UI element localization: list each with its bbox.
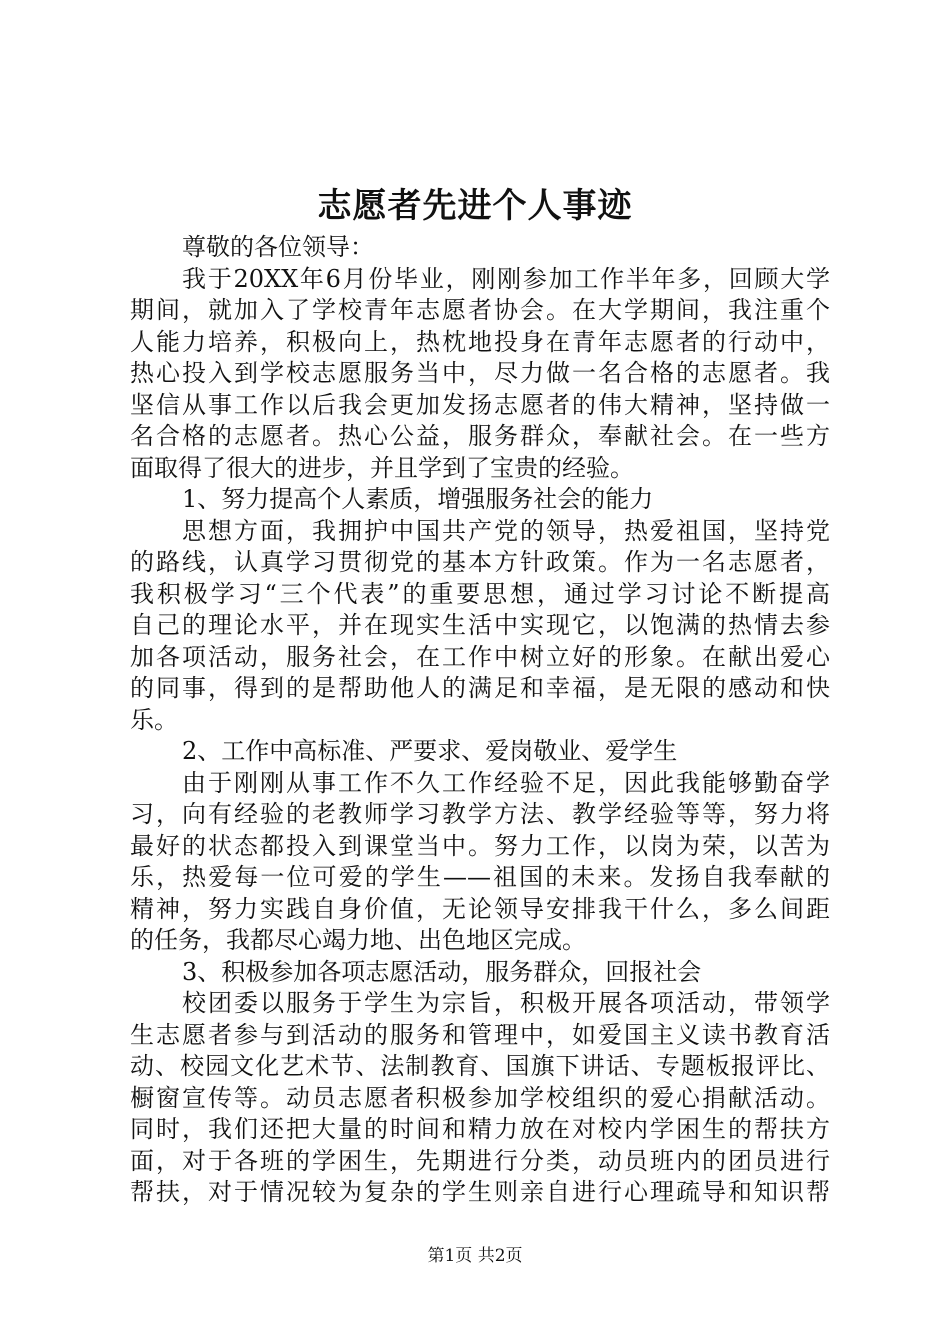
paragraph-line: 最好的状态都投入到课堂当中。努力工作，以岗为荣，以苦为 xyxy=(130,831,830,860)
paragraph-line: 由于刚刚从事工作不久工作经验不足，因此我能够勤奋学 xyxy=(182,768,830,797)
paragraph-line: 加各项活动，服务社会，在工作中树立好的形象。在献出爱心 xyxy=(130,642,830,671)
paragraph-line: 的同事，得到的是帮助他人的满足和幸福，是无限的感动和快 xyxy=(130,674,830,702)
paragraph-line: 同时，我们还把大量的时间和精力放在对校内学困生的帮扶方 xyxy=(130,1115,830,1143)
paragraph-line: 热心投入到学校志愿服务当中，尽力做一名合格的志愿者。我 xyxy=(130,359,830,387)
paragraph-line: 我积极学习“三个代表”的重要思想，通过学习讨论不断提高 xyxy=(130,579,830,608)
paragraph-line: 帮扶，对于情况较为复杂的学生则亲自进行心理疏导和知识帮 xyxy=(130,1178,830,1206)
document-body xyxy=(130,232,830,1209)
paragraph-line: 校团委以服务于学生为宗旨，积极开展各项活动，带领学 xyxy=(182,989,830,1017)
paragraph-line: 思想方面，我拥护中国共产党的领导，热爱祖国，坚持党 xyxy=(182,516,830,545)
paragraph-line: 期间，就加入了学校青年志愿者协会。在大学期间，我注重个 xyxy=(130,296,830,324)
paragraph-line: 的路线，认真学习贯彻党的基本方针政策。作为一名志愿者， xyxy=(130,548,830,576)
paragraph-line: 坚信从事工作以后我会更加发扬志愿者的伟大精神，坚持做一 xyxy=(130,390,830,419)
paragraph-line: 乐。 xyxy=(130,705,178,734)
paragraph-line: 习，向有经验的老教师学习教学方法、教学经验等等，努力将 xyxy=(130,800,830,828)
paragraph-line: 的任务，我都尽心竭力地、出色地区完成。 xyxy=(130,926,586,954)
page-number: 第1页 共2页 xyxy=(427,1246,523,1266)
paragraph-line: 自己的理论水平，并在现实生活中实现它，以饱满的热情去参 xyxy=(130,611,830,639)
paragraph-line: 生志愿者参与到活动的服务和管理中，如爱国主义读书教育活 xyxy=(130,1020,830,1049)
section-heading: 3、积极参加各项志愿活动，服务群众，回报社会 xyxy=(182,957,702,986)
page-title: 志愿者先进个人事迹 xyxy=(317,186,633,226)
paragraph-line: 精神，努力实践自身价值，无论领导安排我干什么，多么间距 xyxy=(130,894,830,923)
salutation: 尊敬的各位领导： xyxy=(182,233,374,261)
paragraph-line: 面，对于各班的学困生，先期进行分类，动员班内的团员进行 xyxy=(130,1146,830,1175)
paragraph-line: 动、校园文化艺术节、法制教育、国旗下讲话、专题板报评比、 xyxy=(130,1052,830,1080)
paragraph-line: 乐，热爱每一位可爱的学生——祖国的未来。发扬自我奉献的 xyxy=(130,863,830,891)
paragraph-line: 橱窗宣传等。动员志愿者积极参加学校组织的爱心捐献活动。 xyxy=(130,1083,830,1112)
section-heading: 2、工作中高标准、严要求、爱岗敬业、爱学生 xyxy=(182,737,678,765)
paragraph-line: 名合格的志愿者。热心公益，服务群众，奉献社会。在一些方 xyxy=(130,422,830,450)
paragraph-line: 我于20XX年6月份毕业，刚刚参加工作半年多，回顾大学 xyxy=(182,264,830,293)
paragraph-line: 人能力培养，积极向上，热枕地投身在青年志愿者的行动中， xyxy=(130,327,830,356)
paragraph-line: 面取得了很大的进步，并且学到了宝贵的经验。 xyxy=(130,453,634,482)
section-heading: 1、努力提高个人素质，增强服务社会的能力 xyxy=(182,485,654,513)
